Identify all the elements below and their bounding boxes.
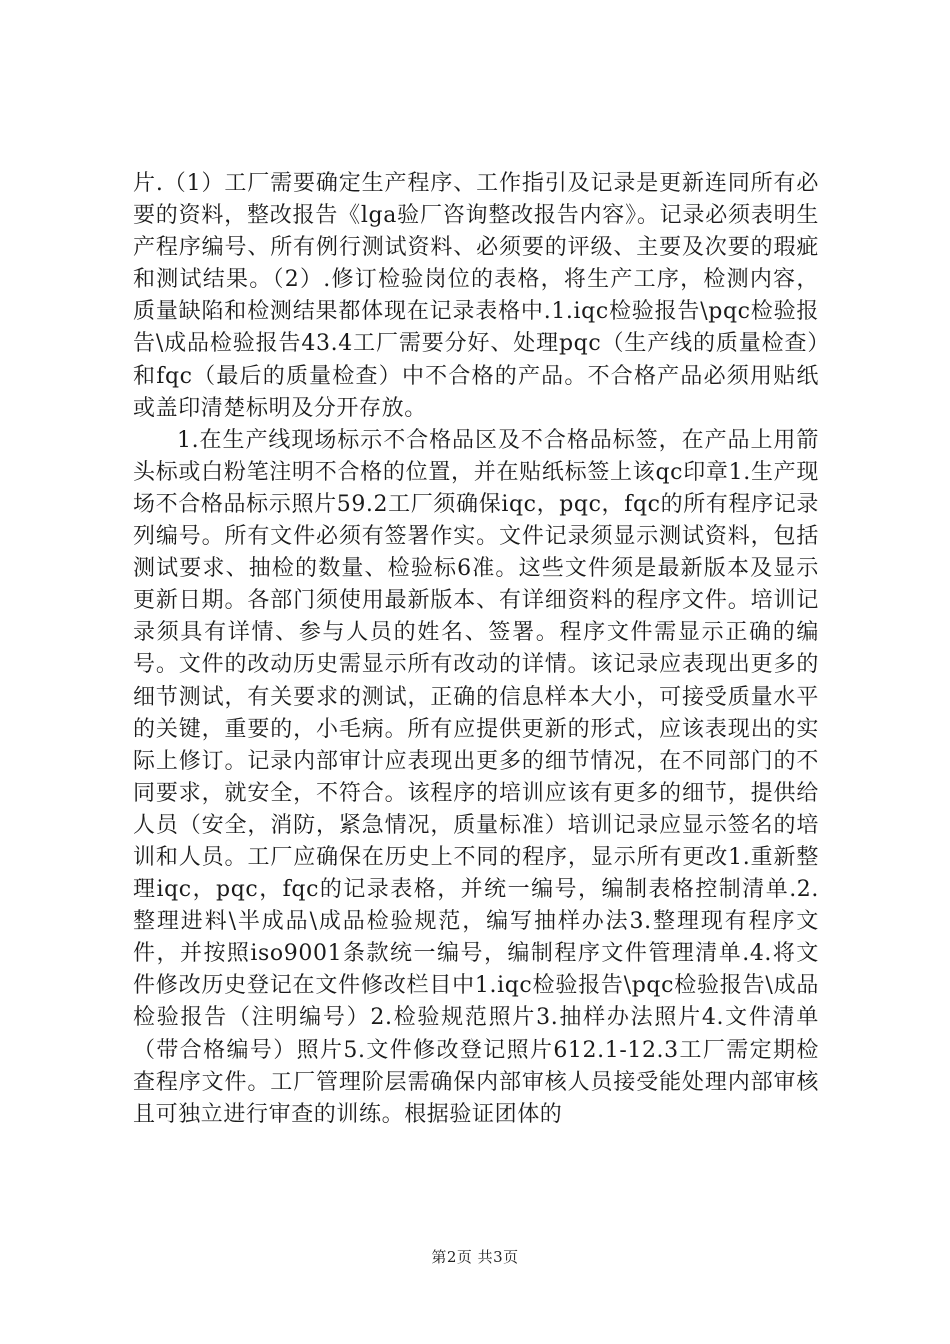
page-footer: 第2页 共3页: [431, 1248, 519, 1266]
paragraph-2: 1.在生产线现场标示不合格品区及不合格品标签，在产品上用箭头标或白粉笔注明不合格的位置，并在贴纸标签上该qc印章1.生产现场不合格品标示照片59.2工厂须确保iqc，pqc，fqc的所有程序记录列编号。所有文件必须有签署作实。文件记录须显示测试资料，包括测试要求、抽检的数量、检验标6准。这些文件须是最新版本及显示更新日期。各部门须使用最新版本、有详细资料的程序文件。培训记录须具有详情、参与人员的姓名、签署。程序文件需显示正确的编号。文件的改动历史需显示所有改动的详情。该记录应表现出更多的细节测试，有关要求的测试，正确的信息样本大小，可接受质量水平的关键，重要的，小毛病。所有应提供更新的形式，应该表现出的实际上修订。记录内部审计应表现出更多的细节情况，在不同部门的不同要求，就安全，不符合。该程序的培训应该有更多的细节，提供给人员（安全，消防，紧急情况，质量标准）培训记录应显示签名的培训和人员。工厂应确保在历史上不同的程序，显示所有更改1.重新整理iqc，pqc，fqc的记录表格，并统一编号，编制表格控制清单.2.整理进料\半成品\成品检验规范，编写抽样办法3.整理现有程序文件，并按照iso9001条款统一编号，编制程序文件管理清单.4.将文件修改历史登记在文件修改栏目中1.iqc检验报告\pqc检验报告\成品检验报告（注明编号）2.检验规范照片3.抽样办法照片4.文件清单（带合格编号）照片5.文件修改登记照片612.1-12.3工厂需定期检查程序文件。工厂管理阶层需确保内部审核人员接受能处理内部审核且可独立进行审查的训练。根据验证团体的: [133, 427, 819, 1127]
paragraph-1: 片.（1）工厂需要确定生产程序、工作指引及记录是更新连同所有必要的资料，整改报告《lga验厂咨询整改报告内容》。记录必须表明生产程序编号、所有例行测试资料、必须要的评级、主要及次要的瑕疵和测试结果。（2）.修订检验岗位的表格，将生产工序，检测内容，质量缺陷和检测结果都体现在记录表格中.1.iqc检验报告\pqc检验报告\成品检验报告43.4工厂需要分好、处理pqc（生产线的质量检查）和fqc（最后的质量检查）中不合格的产品。不合格产品必须用贴纸或盖印清楚标明及分开存放。: [133, 171, 819, 421]
body-text: [133, 168, 819, 1131]
